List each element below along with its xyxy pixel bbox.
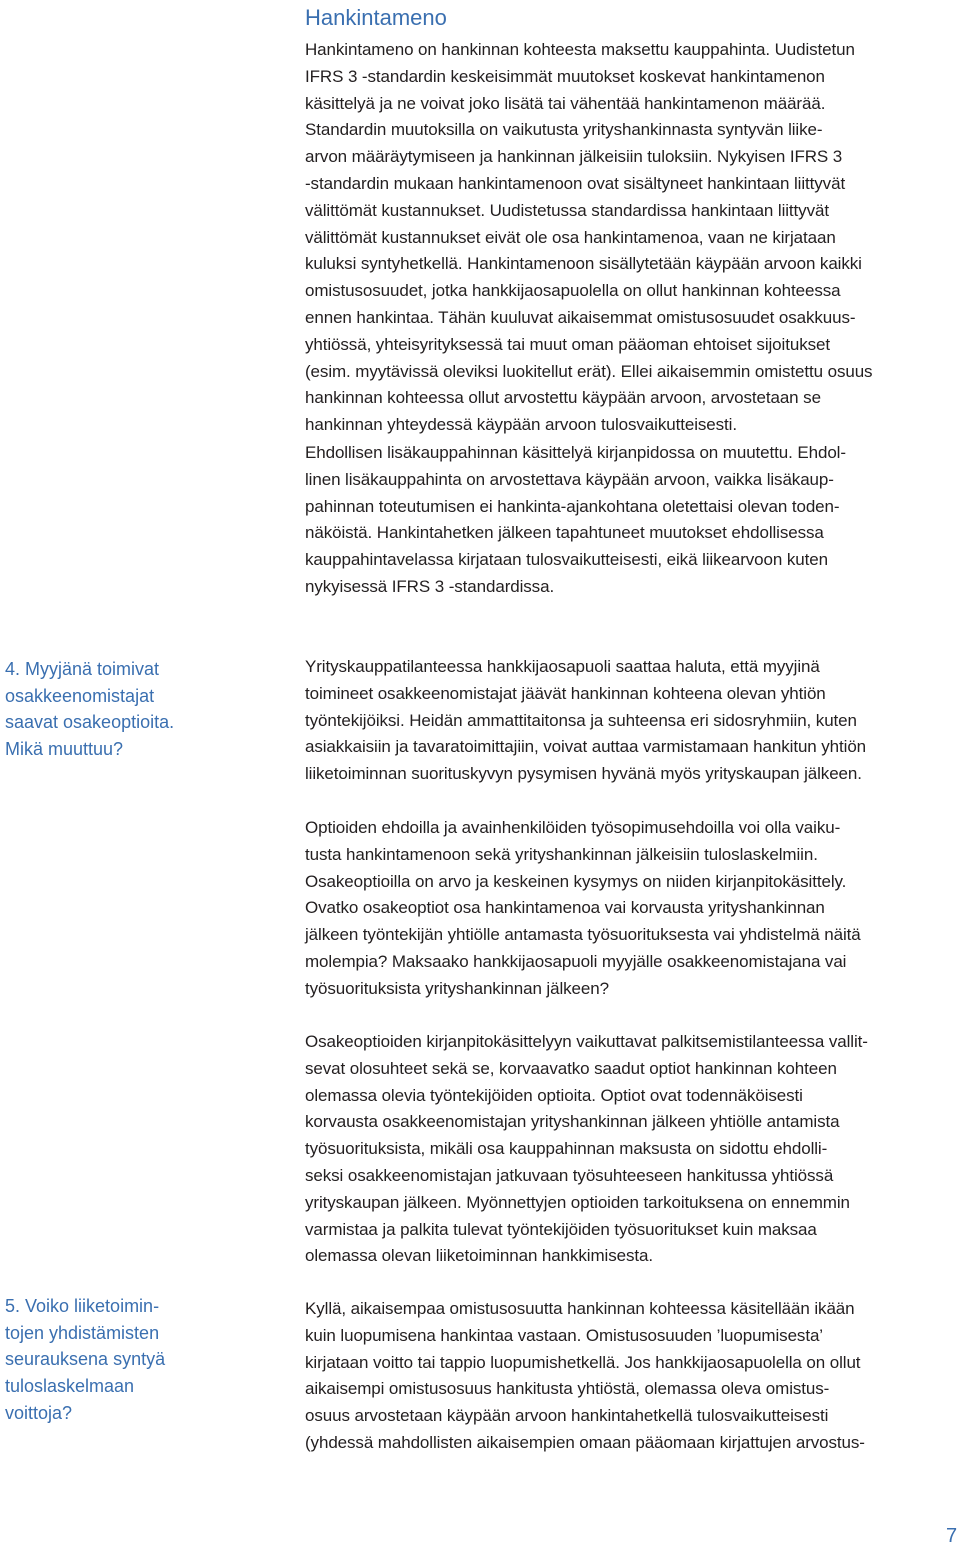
- text-line: ennen hankintaa. Tähän kuuluvat aikaisemmat omistusosuudet osakkuus-: [305, 307, 856, 327]
- text-line: välittömät kustannukset eivät ole osa hankintamenoa, vaan ne kirjataan: [305, 227, 836, 247]
- text-line: Optioiden ehdoilla ja avainhenkilöiden työsopimusehdoilla voi olla vaiku-: [305, 818, 841, 837]
- text-line: toimineet osakkeenomistajat jäävät hankinnan kohteena olevan yhtiön: [305, 683, 826, 703]
- question-line: 4. Myyjänä toimivat: [5, 659, 160, 679]
- text-line: IFRS 3 -standardin keskeisimmät muutokset koskevat hankintamenon: [305, 66, 825, 86]
- text-line: Ehdollisen lisäkauppahinnan käsittelyä kirjanpidossa on muutettu. Ehdol-: [305, 443, 846, 462]
- text-line: Hankintameno on hankinnan kohteesta maksettu kauppahinta. Uudistetun: [305, 40, 855, 59]
- paragraph-optioiden-ehdot: [305, 815, 955, 1003]
- text-line: Ovatko osakeoptiot osa hankintamenoa vai korvausta yrityshankinnan: [305, 898, 825, 918]
- question-line: voittoja?: [5, 1402, 73, 1423]
- text-line: käsittelyä ja ne voivat joko lisätä tai vähentää hankintamenon määrää.: [305, 93, 826, 113]
- text-line: jälkeen työntekijän yhtiölle antamasta työsuorituksesta vai yhdistelmä näitä: [305, 925, 861, 945]
- paragraph-ehdollinen-lisakauppahinta: [305, 440, 955, 601]
- text-line: asiakkaisiin ja tavaratoimittajiin, voivat auttaa varmistamaan hankitun yhtiön: [305, 737, 867, 757]
- text-line: kuin luopumisena hankintaa vastaan. Omistusosuuden ’luopumisesta’: [305, 1325, 823, 1345]
- text-line: sevat olosuhteet sekä se, korvaavatko saadut optiot hankinnan kohteen: [305, 1058, 837, 1078]
- question-line: osakkeenomistajat: [5, 685, 155, 706]
- text-line: näköistä. Hankintahetken jälkeen tapahtuneet muutokset ehdollisessa: [305, 523, 824, 543]
- text-line: varmistaa ja palkita tulevat työntekijöiden työsuoritukset kuin maksaa: [305, 1219, 817, 1239]
- text-line: Osakeoptioilla on arvo ja keskeinen kysymys on niiden kirjanpitokäsittely.: [305, 871, 847, 891]
- text-line: olemassa olevia työntekijöiden optioita. Optiot ovat todennäköisesti: [305, 1085, 803, 1105]
- question-line: tojen yhdistämisten: [5, 1322, 160, 1343]
- text-line: seksi osakkeenomistajan jatkuvaan työsuhteeseen hankitussa yhtiössä: [305, 1165, 834, 1185]
- paragraph-osakeoptioiden-kirjanpito: [305, 1029, 955, 1270]
- paragraph-hankintameno: [305, 37, 955, 439]
- text-line: työsuorituksista, mikäli osa kauppahinnan maksusta on sidottu ehdolli-: [305, 1139, 828, 1159]
- text-line: molempia? Maksaako hankkijaosapuoli myyjälle osakkeenomistajana vai: [305, 951, 847, 971]
- question-line: seurauksena syntyä: [5, 1349, 166, 1370]
- question-line: tuloslaskelmaan: [5, 1376, 135, 1397]
- text-line: välittömät kustannukset. Uudistetussa standardissa hankintaan liittyvät: [305, 200, 829, 220]
- text-line: Standardin muutoksilla on vaikutusta yrityshankinnasta syntyvän liike-: [305, 120, 823, 140]
- question-line: saavat osakeoptioita.: [5, 712, 175, 733]
- text-line: Yrityskauppatilanteessa hankkijaosapuoli saattaa haluta, että myyjinä: [305, 657, 820, 676]
- section-title: Hankintameno: [305, 5, 447, 30]
- text-line: olemassa olevan liiketoiminnan hankkimisesta.: [305, 1246, 653, 1266]
- text-line: omistusosuudet, jotka hankkijaosapuolella on ollut hankinnan kohteessa: [305, 281, 841, 301]
- text-line: Osakeoptioiden kirjanpitokäsittelyyn vaikuttavat palkitsemistilanteessa vallit-: [305, 1032, 868, 1051]
- text-line: -standardin mukaan hankintamenoon ovat sisältyneet hankintaan liittyvät: [305, 173, 846, 193]
- question-line: 5. Voiko liiketoimin-: [5, 1296, 160, 1316]
- text-line: kuluksi syntyhetkellä. Hankintamenoon sisällytetään käypään arvoon kaikki: [305, 254, 862, 274]
- text-line: yrityskaupan jälkeen. Myönnettyjen optioiden tarkoituksena on ennemmin: [305, 1192, 850, 1212]
- text-line: arvon määräytymiseen ja hankinnan jälkeisiin tuloksiin. Nykyisen IFRS 3: [305, 147, 843, 167]
- paragraph-aikaisempi-omistusosuus: [305, 1296, 955, 1457]
- text-line: yhtiössä, yhteisyrityksessä tai muut oman pääoman ehtoiset sijoitukset: [305, 334, 830, 354]
- text-line: nykyisessä IFRS 3 -standardissa.: [305, 576, 555, 596]
- text-line: hankinnan kohteessa ollut arvostettu käypään arvoon, arvostetaan se: [305, 388, 821, 408]
- question-line: Mikä muuttuu?: [5, 739, 124, 760]
- text-line: hankinnan yhteydessä käypään arvoon tulosvaikutteisesti.: [305, 415, 737, 435]
- text-line: osuus arvostetaan käypään arvoon hankintahetkellä tulosvaikutteisesti: [305, 1406, 829, 1426]
- text-line: aikaisempi omistusosuus hankitusta yhtiöstä, olemassa oleva omistus-: [305, 1379, 830, 1399]
- text-line: kauppahintavelassa kirjataan tulosvaikutteisesti, eikä liikearvoon kuten: [305, 550, 828, 570]
- side-question-4: [5, 656, 205, 763]
- text-line: (esim. myytävissä oleviksi luokitellut erät). Ellei aikaisemmin omistettu osuus: [305, 361, 873, 381]
- text-line: linen lisäkauppahinta on arvostettava käypään arvoon, vaikka lisäkaup-: [305, 469, 834, 489]
- side-question-5: [5, 1293, 205, 1427]
- text-line: kirjataan voitto tai tappio luopumishetkellä. Jos hankkijaosapuolella on ollut: [305, 1352, 861, 1372]
- text-line: liiketoiminnan suorituskyvyn pysymisen hyvänä myös yrityskaupan jälkeen.: [305, 764, 862, 784]
- paragraph-yrityskauppatilanne: [305, 654, 955, 788]
- text-line: Kyllä, aikaisempaa omistusosuutta hankinnan kohteessa käsitellään ikään: [305, 1299, 855, 1318]
- text-line: korvausta osakkeenomistajan yrityshankinnan jälkeen yhtiölle antamista: [305, 1112, 840, 1132]
- text-line: tusta hankintamenoon sekä yrityshankinnan jälkeisiin tuloslaskelmiin.: [305, 844, 818, 864]
- text-line: työntekijöiksi. Heidän ammattitaitonsa ja suhteensa eri sidosryhmiin, kuten: [305, 710, 857, 730]
- text-line: pahinnan toteutumisen ei hankinta-ajankohtana oletettaisi olevan toden-: [305, 496, 840, 516]
- page-number: 7: [946, 1525, 958, 1547]
- text-line: (yhdessä mahdollisten aikaisempien omaan pääomaan kirjattujen arvostus-: [305, 1432, 865, 1452]
- text-line: työsuorituksista yrityshankinnan jälkeen?: [305, 978, 609, 998]
